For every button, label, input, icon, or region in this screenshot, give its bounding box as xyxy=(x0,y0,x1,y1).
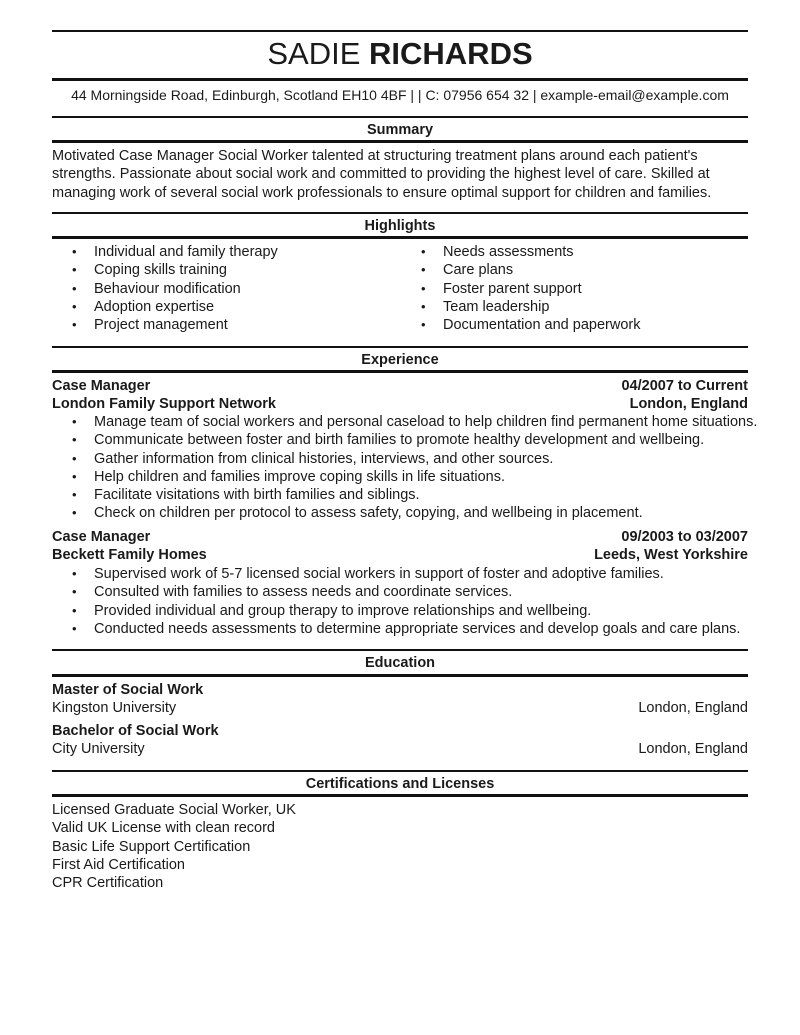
highlight-item: • Documentation and paperwork xyxy=(401,316,640,334)
experience-heading: Experience xyxy=(361,352,439,368)
contact-line: 44 Morningside Road, Edinburgh, Scotland EH10 4BF | | C: 07956 654 32 | example-email@example.com xyxy=(71,87,729,103)
school-location: London, England xyxy=(638,741,748,757)
highlights-top-rule xyxy=(52,212,748,214)
summary-top-rule xyxy=(52,116,748,118)
highlight-item: • Care plans xyxy=(401,261,640,279)
certification-item: Licensed Graduate Social Worker, UK xyxy=(52,802,296,818)
education-heading: Education xyxy=(364,655,436,671)
job-company: London Family Support Network xyxy=(52,396,276,412)
job-bullet: • Help children and families improve coping skills in life situations. xyxy=(52,468,757,486)
school-name: City University xyxy=(52,741,145,757)
highlight-item: • Needs assessments xyxy=(401,243,640,261)
last-name: RICHARDS xyxy=(369,36,533,71)
summary-heading: Summary xyxy=(366,122,434,138)
first-name: SADIE xyxy=(267,36,361,71)
highlights-list xyxy=(52,243,748,338)
job-bullet: • Conducted needs assessments to determine appropriate services and develop goals and care plans. xyxy=(52,620,740,638)
summary-text: Motivated Case Manager Social Worker talented at structuring treatment plans around each patient's strengths. Passionate about social work and committed to providing the highest level of care. Skilled at managing work of several social work professionals to ensure optimal support for children and families. xyxy=(52,148,712,201)
degree-name: Master of Social Work xyxy=(52,682,204,698)
education-top-rule xyxy=(52,649,748,651)
highlight-item: • Team leadership xyxy=(401,298,640,316)
job-bullet: • Provided individual and group therapy to improve relationships and wellbeing. xyxy=(52,602,740,620)
job-bullet: • Facilitate visitations with birth families and siblings. xyxy=(52,486,757,504)
job-title: Case Manager xyxy=(52,529,151,545)
candidate-name xyxy=(52,34,748,74)
job-2-bullets xyxy=(52,565,740,638)
job-company: Beckett Family Homes xyxy=(52,547,207,563)
certification-item: Basic Life Support Certification xyxy=(52,838,251,855)
highlights-right-column xyxy=(401,243,640,334)
summary-bottom-rule xyxy=(52,140,748,143)
certifications-bottom-rule xyxy=(52,794,748,797)
highlight-item: • Individual and family therapy xyxy=(52,243,278,261)
highlight-item: • Project management xyxy=(52,316,278,334)
job-bullet: • Communicate between foster and birth families to promote healthy development and wellbeing. xyxy=(52,431,757,449)
job-dates: 04/2007 to Current xyxy=(621,378,748,394)
highlights-heading: Highlights xyxy=(364,218,436,234)
certifications-heading: Certifications and Licenses xyxy=(305,776,495,792)
name-rule xyxy=(52,78,748,81)
highlight-item: • Adoption expertise xyxy=(52,298,278,316)
job-bullet: • Manage team of social workers and personal caseload to help children find permanent home situations. xyxy=(52,413,757,431)
experience-bottom-rule xyxy=(52,370,748,373)
certification-item: CPR Certification xyxy=(52,875,164,892)
job-title: Case Manager xyxy=(52,378,151,394)
highlights-bottom-rule xyxy=(52,236,748,239)
job-location: London, England xyxy=(629,396,748,412)
school-location: London, England xyxy=(638,700,748,716)
certifications-list xyxy=(52,801,296,892)
job-bullet: • Gather information from clinical histories, interviews, and other sources. xyxy=(52,450,757,468)
job-bullet: • Supervised work of 5-7 licensed social workers in support of foster and adoptive families. xyxy=(52,565,740,583)
highlight-item: • Behaviour modification xyxy=(52,280,278,298)
job-location: Leeds, West Yorkshire xyxy=(594,547,748,563)
certifications-top-rule xyxy=(52,770,748,772)
highlight-item: • Foster parent support xyxy=(401,280,640,298)
top-rule xyxy=(52,30,748,32)
school-name: Kingston University xyxy=(52,700,177,716)
highlight-item: • Coping skills training xyxy=(52,261,278,279)
degree-name: Bachelor of Social Work xyxy=(52,723,219,739)
job-1-bullets xyxy=(52,413,757,523)
job-dates: 09/2003 to 03/2007 xyxy=(621,529,748,545)
certification-item: Valid UK License with clean record xyxy=(52,820,275,837)
education-bottom-rule xyxy=(52,674,748,677)
certification-item: First Aid Certification xyxy=(52,856,185,873)
experience-top-rule xyxy=(52,346,748,348)
highlights-left-column xyxy=(52,243,278,334)
job-bullet: • Check on children per protocol to assess safety, copying, and wellbeing in placement. xyxy=(52,504,757,522)
job-bullet: • Consulted with families to assess needs and coordinate services. xyxy=(52,583,740,601)
